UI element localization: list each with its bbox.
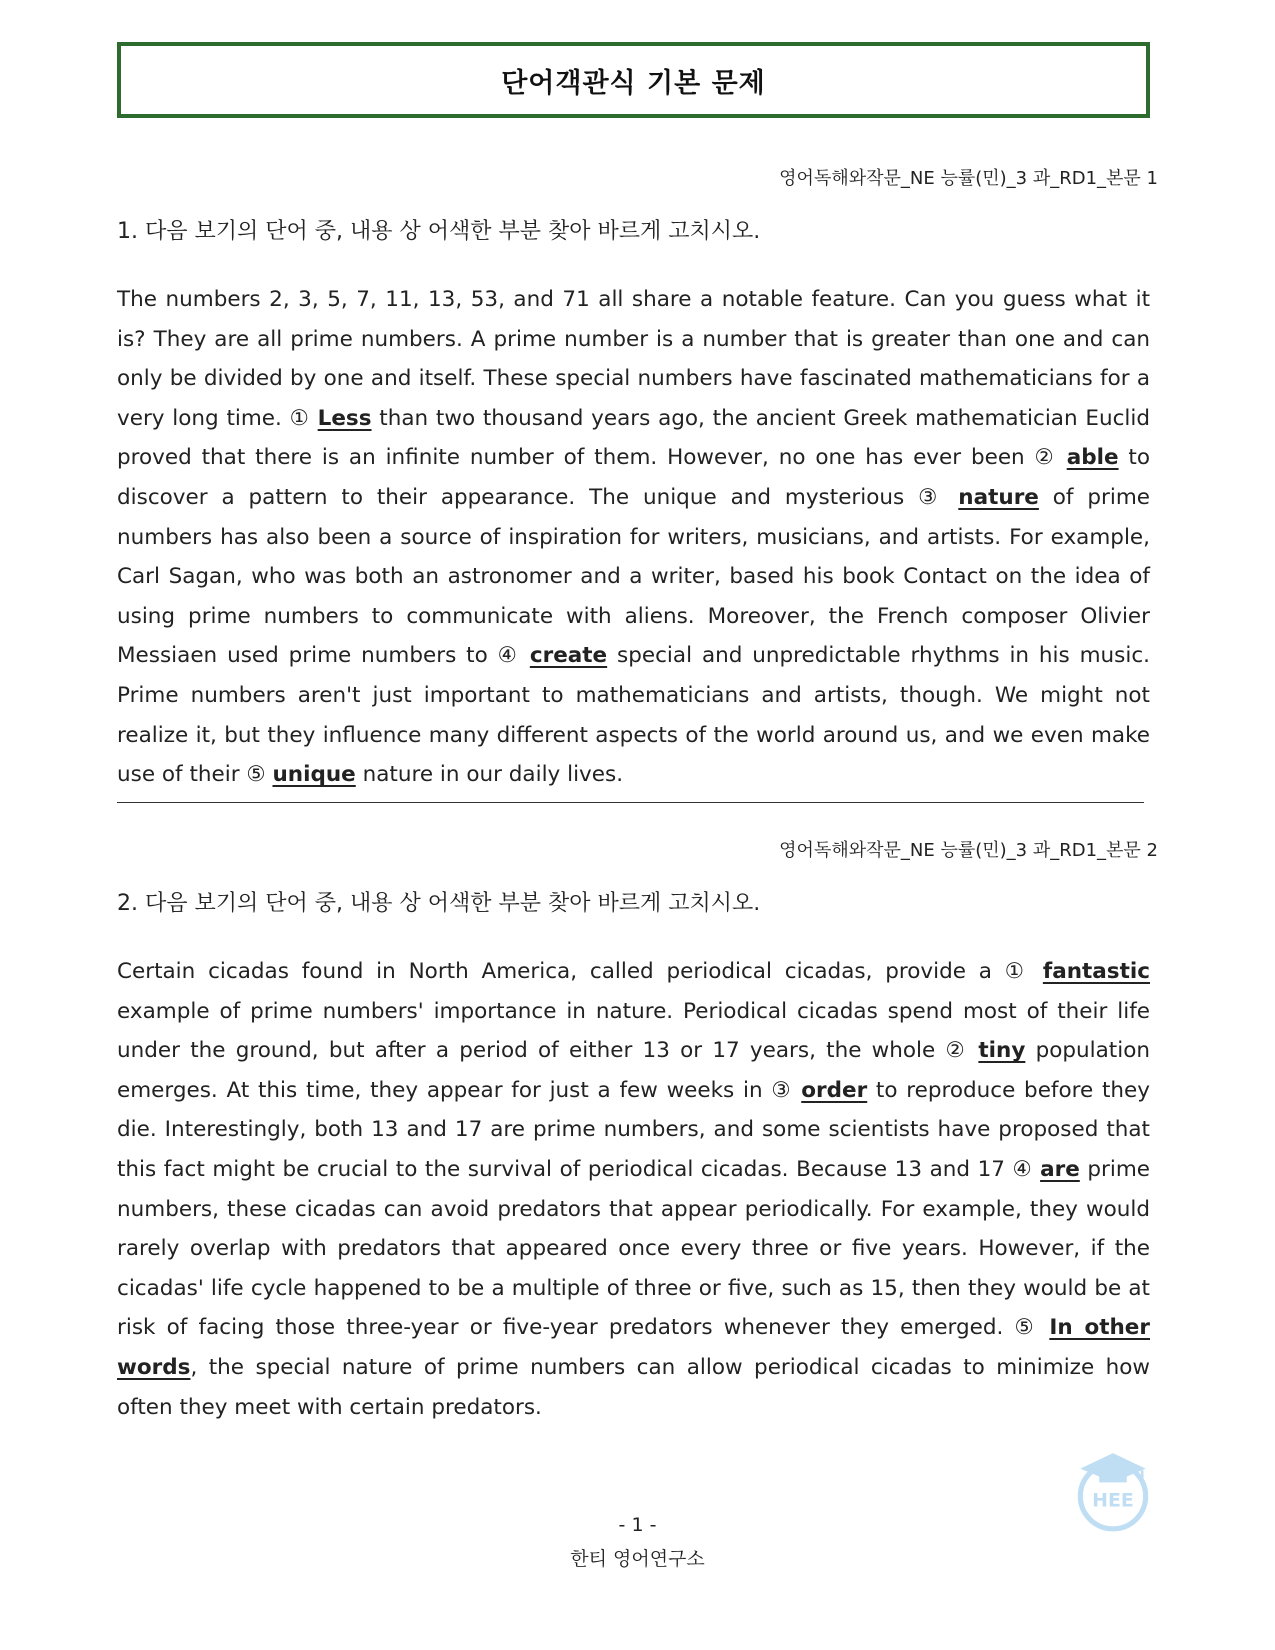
question-2: 2. 다음 보기의 단어 중, 내용 상 어색한 부분 찾아 바르게 고치시오. [117, 891, 761, 916]
logo-text: HEE [1092, 1489, 1134, 1512]
page-title: 단어객관식 기본 문제 [501, 67, 766, 99]
choice-5: unique [272, 762, 356, 788]
source-label-1: 영어독해와작문_NE 능률(민)_3 과_RD1_본문 1 [779, 168, 1158, 189]
passage-text: nature in our daily lives. [355, 762, 624, 788]
passage-text: prime numbers, these cicadas can avoid predators that appear periodically. For example, they would rarely overlap with predators that appeared once every three or five years. However, if the cicadas' life cycle happened to be a multiple of three or five, such as 15, then they would be at risk of facing those three-year or five-year predators whenever they emerged. ⑤ [117, 1156, 1150, 1341]
choice-3: order [801, 1077, 868, 1103]
choice-1: fantastic [1042, 959, 1150, 984]
passage-text: to discover a pattern to their appearance. The unique and mysterious ③ [117, 445, 1151, 510]
passage-text: example of prime numbers' importance in nature. Periodical cicadas spend most of their life under the ground, but after a period of either 13 or 17 years, the whole ② [117, 998, 1150, 1064]
choice-5: In other words [117, 1315, 1150, 1380]
page-number: - 1 - [618, 1514, 657, 1536]
section-divider [117, 802, 1144, 803]
choice-4: create [529, 643, 608, 669]
passage-text: of prime numbers has also been a source of inspiration for writers, musicians, and artists. For example, Carl Sagan, who was both an astronomer and a writer, based his book Contact on the idea of using prime numbers to communicate with aliens. Moreover, the French composer Olivier Messiaen used prime numbers to ④ [117, 484, 1150, 669]
passage-text: , the special nature of prime numbers can allow periodical cicadas to minimize how often they meet with certain predators. [117, 1354, 1150, 1420]
choice-3: nature [958, 484, 1039, 510]
choice-2: tiny [978, 1038, 1026, 1064]
passage-1 [117, 280, 1150, 795]
choice-1: Less [317, 405, 372, 431]
passage-text: population emerges. At this time, they appear for just a few weeks in ③ [117, 1038, 1150, 1103]
question-1: 1. 다음 보기의 단어 중, 내용 상 어색한 부분 찾아 바르게 고치시오. [117, 219, 761, 244]
passage-text: than two thousand years ago, the ancient Greek mathematician Euclid proved that there is an infinite number of them. However, no one has ever been ② [117, 405, 1151, 471]
source-label-2: 영어독해와작문_NE 능률(민)_3 과_RD1_본문 2 [779, 840, 1158, 861]
title-box [117, 42, 1150, 118]
passage-2 [117, 952, 1150, 1427]
passage-text: special and unpredictable rhythms in his music. Prime numbers aren't just important to mathematicians and artists, though. We might not realize it, but they influence many different aspects of the world around us, and we even make use of their ⑤ [117, 643, 1151, 788]
choice-4: are [1040, 1156, 1080, 1182]
passage-text: The numbers 2, 3, 5, 7, 11, 13, 53, and 71 all share a notable feature. Can you guess what it is? They are all prime numbers. A prime number is a number that is greater than one and can only be divided by one and itself. These special numbers have fascinated mathematicians for a very long time. ① [117, 287, 1150, 431]
passage-text: to reproduce before they die. Interestingly, both 13 and 17 are prime numbers, and some scientists have proposed that this fact might be crucial to the survival of periodical cicadas. Because 13 and 17 ④ [117, 1077, 1150, 1182]
choice-2: able [1066, 445, 1119, 471]
footer-org: 한티 영어연구소 [570, 1548, 705, 1570]
passage-text: Certain cicadas found in North America, called periodical cicadas, provide a ① [117, 959, 1043, 984]
